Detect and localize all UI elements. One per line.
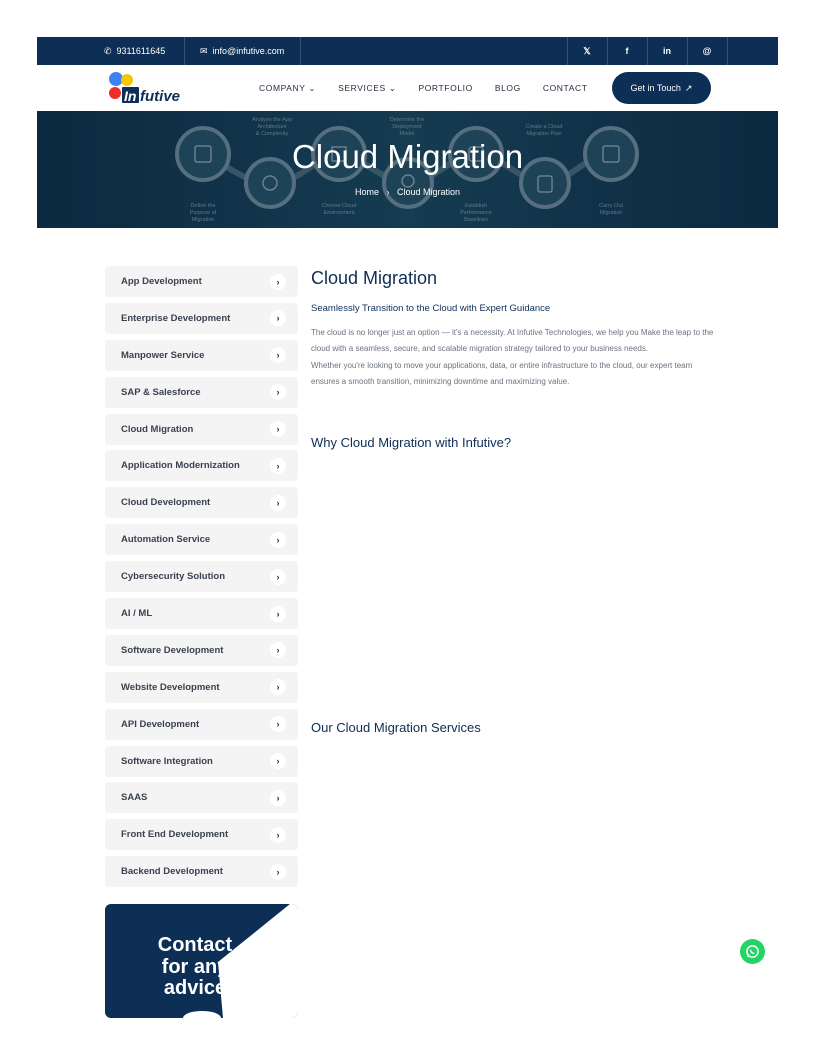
- chevron-right-icon: ›: [270, 274, 286, 290]
- x-icon[interactable]: 𝕏: [583, 45, 591, 56]
- phone-contact[interactable]: [104, 37, 165, 65]
- nav-label: SERVICES: [338, 82, 386, 93]
- sidebar-item-manpower-service[interactable]: [105, 340, 298, 371]
- facebook-icon[interactable]: f: [625, 46, 629, 56]
- svg-text:Baselines: Baselines: [464, 217, 488, 223]
- threads-icon[interactable]: @: [702, 46, 712, 56]
- card-decoration-shape: [183, 1011, 221, 1018]
- svg-text:Choose Cloud: Choose Cloud: [321, 203, 357, 209]
- svg-text:Establish: Establish: [464, 203, 488, 209]
- chevron-right-icon: ›: [270, 606, 286, 622]
- sidebar-item-label: Software Integration: [121, 755, 213, 767]
- sidebar-item-cloud-development[interactable]: [105, 487, 298, 518]
- sidebar-item-backend-development[interactable]: [105, 856, 298, 887]
- services-heading: Our Cloud Migration Services: [311, 720, 481, 735]
- chevron-right-icon: ›: [270, 864, 286, 880]
- chevron-right-icon: ›: [386, 187, 390, 197]
- sidebar-item-software-integration[interactable]: [105, 746, 298, 777]
- svg-text:Migration: Migration: [191, 217, 215, 223]
- breadcrumb-current: Cloud Migration: [397, 187, 461, 197]
- sidebar-item-automation-service[interactable]: [105, 524, 298, 555]
- divider: [300, 37, 301, 65]
- svg-text:Deployment: Deployment: [392, 124, 422, 130]
- main-content: [311, 268, 716, 390]
- sidebar-item-label: Manpower Service: [121, 349, 205, 361]
- svg-text:In: In: [124, 88, 137, 104]
- svg-text:Architecture: Architecture: [257, 124, 287, 130]
- chevron-right-icon: ›: [270, 827, 286, 843]
- chevron-right-icon: ›: [270, 384, 286, 400]
- sidebar-item-label: Application Modernization: [121, 460, 240, 472]
- chevron-right-icon: ›: [270, 753, 286, 769]
- main-nav: [37, 65, 778, 111]
- whatsapp-icon[interactable]: [740, 939, 765, 964]
- chevron-right-icon: ›: [270, 532, 286, 548]
- sidebar-item-label: AI / ML: [121, 608, 153, 620]
- chevron-right-icon: ›: [270, 421, 286, 437]
- sidebar-item-label: Cloud Migration: [121, 423, 194, 435]
- whatsapp-glyph: [745, 944, 760, 959]
- sidebar-item-sap-salesforce[interactable]: [105, 377, 298, 408]
- svg-text:& Complexity: & Complexity: [255, 131, 289, 137]
- cta-label: Get in Touch: [630, 83, 681, 93]
- svg-text:Environment: Environment: [323, 210, 355, 216]
- get-in-touch-button[interactable]: [612, 72, 711, 104]
- svg-text:Performance: Performance: [460, 210, 492, 216]
- hero-banner: [37, 111, 778, 228]
- nav-label: COMPANY: [259, 82, 306, 93]
- content-subtitle: Seamlessly Transition to the Cloud with Expert Guidance: [311, 303, 551, 314]
- sidebar-item-cloud-migration[interactable]: [105, 414, 298, 445]
- chevron-right-icon: ›: [270, 679, 286, 695]
- svg-text:Migration: Migration: [599, 210, 623, 216]
- sidebar-item-label: Backend Development: [121, 866, 223, 878]
- sidebar-item-label: SAP & Salesforce: [121, 386, 201, 398]
- sidebar-item-label: Cloud Development: [121, 497, 211, 509]
- chevron-right-icon: ›: [270, 495, 286, 511]
- sidebar-item-label: Cybersecurity Solution: [121, 571, 225, 583]
- sidebar-item-label: App Development: [121, 276, 202, 287]
- divider: [184, 37, 185, 65]
- contact-card-line: for any: [161, 955, 229, 978]
- sidebar-item-label: Software Development: [121, 644, 224, 656]
- nav-item-company[interactable]: [259, 83, 316, 94]
- page-title: Cloud Migration: [291, 138, 524, 175]
- sidebar-item-software-development[interactable]: [105, 635, 298, 666]
- infutive-logo[interactable]: [107, 70, 197, 106]
- chevron-down-icon: ⌄: [388, 82, 397, 93]
- email-contact[interactable]: [200, 37, 284, 65]
- contact-advice-card[interactable]: [105, 904, 298, 1018]
- sidebar-item-label: Enterprise Development: [121, 312, 231, 324]
- sidebar-item-api-development[interactable]: [105, 709, 298, 740]
- breadcrumb: [37, 187, 778, 197]
- sidebar-item-enterprise-development[interactable]: [105, 303, 298, 334]
- arrow-up-right-icon: ↗: [684, 82, 693, 93]
- sidebar-item-application-modernization[interactable]: [105, 450, 298, 481]
- sidebar-item-website-development[interactable]: [105, 672, 298, 703]
- divider: [727, 37, 728, 65]
- svg-text:Define the: Define the: [190, 203, 216, 209]
- sidebar-item-label: SAAS: [121, 792, 148, 804]
- chevron-down-icon: ⌄: [308, 82, 317, 93]
- phone-icon: ✆: [104, 45, 112, 56]
- email-address: info@infutive.com: [212, 46, 285, 56]
- svg-text:futive: futive: [140, 88, 181, 105]
- svg-text:Purpose of: Purpose of: [189, 210, 217, 216]
- nav-menu: [259, 65, 588, 111]
- chevron-right-icon: ›: [270, 569, 286, 585]
- linkedin-icon[interactable]: in: [663, 46, 671, 56]
- contact-card-text: [125, 935, 265, 1000]
- svg-text:Model: Model: [399, 131, 415, 137]
- chevron-right-icon: ›: [270, 347, 286, 363]
- contact-card-line: Contact: [157, 934, 233, 956]
- contact-card-line: advice: [163, 977, 227, 999]
- services-sidebar: [105, 266, 298, 893]
- why-heading: Why Cloud Migration with Infutive?: [311, 435, 512, 450]
- nav-item-portfolio[interactable]: PORTFOLIO: [418, 83, 473, 93]
- mail-icon: ✉: [200, 45, 208, 56]
- nav-item-blog[interactable]: BLOG: [494, 83, 521, 93]
- step-label: Analyze the App: [252, 117, 292, 123]
- sidebar-item-label: API Development: [121, 718, 200, 730]
- breadcrumb-home[interactable]: Home: [354, 187, 379, 197]
- nav-item-contact[interactable]: CONTACT: [542, 83, 588, 93]
- sidebar-item-saas[interactable]: [105, 782, 298, 813]
- chevron-right-icon: ›: [270, 310, 286, 326]
- sidebar-item-cybersecurity-solution[interactable]: [105, 561, 298, 592]
- svg-text:Create a Cloud: Create a Cloud: [525, 124, 563, 130]
- intro-paragraph: The cloud is no longer just an option — it's a necessity. At Infutive Technologies, we help you Make the leap to the cloud with a seamless, secure, and scalable migration strategy tailored to your business needs.: [311, 328, 714, 354]
- svg-text:Migration Plan: Migration Plan: [526, 131, 562, 137]
- content-title: Cloud Migration: [311, 268, 438, 288]
- top-bar: [37, 37, 778, 65]
- sidebar-item-label: Automation Service: [121, 534, 211, 546]
- chevron-right-icon: ›: [270, 790, 286, 806]
- svg-text:Carry Out: Carry Out: [599, 203, 623, 209]
- chevron-right-icon: ›: [270, 642, 286, 658]
- sidebar-item-label: Website Development: [121, 681, 220, 693]
- chevron-right-icon: ›: [270, 458, 286, 474]
- nav-item-services[interactable]: [338, 83, 396, 94]
- sidebar-item-ai-ml[interactable]: [105, 598, 298, 629]
- intro-paragraph-2: Whether you're looking to move your applications, data, or entire infrastructure to the cloud, our expert team ensures a smooth transition, minimizing downtime and maximizing value.: [311, 360, 693, 386]
- svg-text:Determine the: Determine the: [389, 117, 425, 123]
- phone-number: 9311611645: [116, 46, 166, 56]
- sidebar-item-front-end-development[interactable]: [105, 819, 298, 850]
- sidebar-item-label: Front End Development: [121, 829, 229, 841]
- sidebar-item-app-development[interactable]: [105, 266, 298, 297]
- chevron-right-icon: ›: [270, 716, 286, 732]
